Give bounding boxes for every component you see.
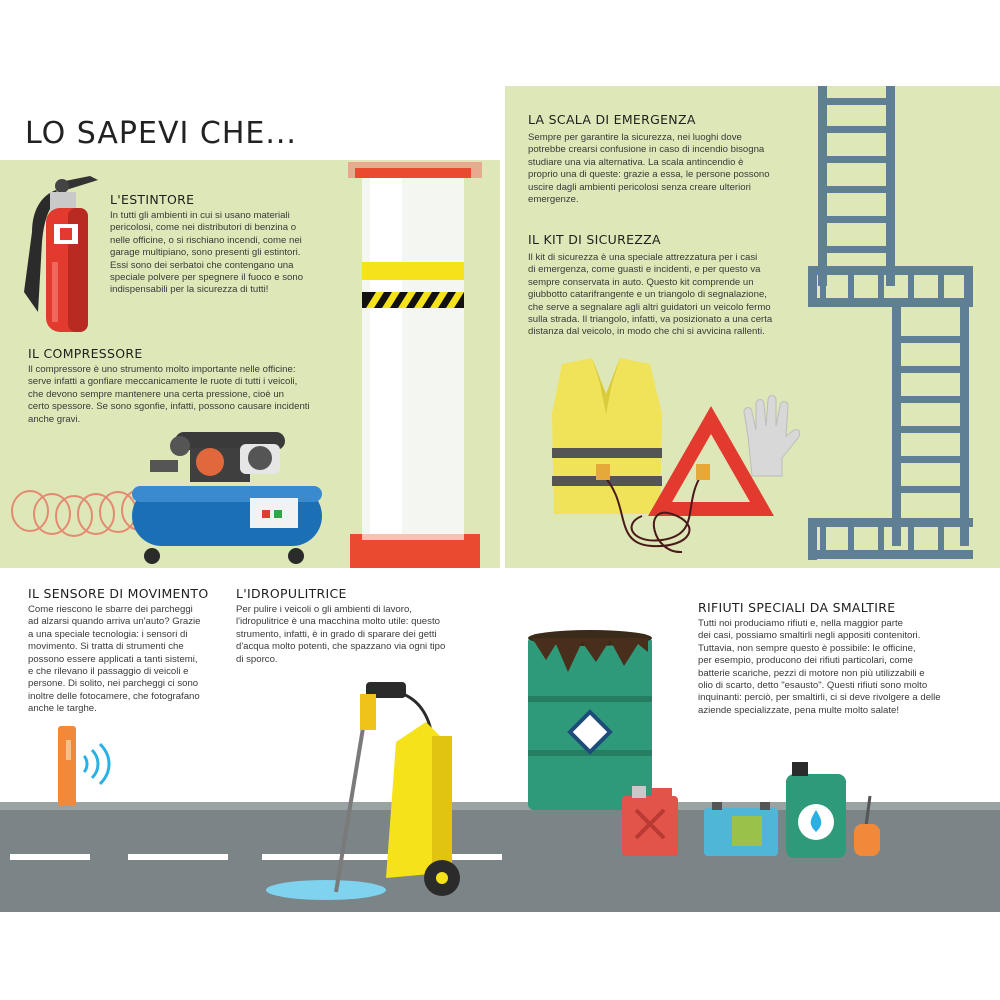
- section-title-sensore: IL SENSORE DI MOVIMENTO: [28, 586, 209, 601]
- section-text-kit: Il kit di sicurezza è una speciale attrezzatura per i casi di emergenza, come guasti e incidenti, e per questo va sempre conservata in auto. Questo kit comprende un giubbotto catarifrangente e un triangolo di segnalazione, che serve a segnalare agli altri guidatori un veicolo fermo sulla strada. Il triangolo, infatti, va posizionato a una certa distanza dal veicolo, in modo che chi si avvicina rallenti.: [528, 252, 773, 338]
- section-text-scala: Sempre per garantire la sicurezza, nei luoghi dove potrebbe crearsi confusione in caso di incendio bisogna studiare una via alternativa. La scala antincendio è proprio una di queste: grazie a essa, le persone possono uscire dagli ambienti pericolosi senza creare ulteriori emergenze.: [528, 132, 770, 206]
- waste-barrel-illustration: [526, 632, 656, 812]
- section-title-estintore: L'ESTINTORE: [110, 192, 195, 207]
- section-text-estintore: In tutti gli ambienti in cui si usano materiali pericolosi, come nei distributori di benzina o nelle officine, o si rischiano incendi, come nei garage multipiano, sono presenti gli estintori. Essi sono dei serbatoi che contengano una speciale polvere per spegnere il fuoco e sono indispensabili per la sicurezza di tutti!: [110, 210, 304, 296]
- section-title-compressore: IL COMPRESSORE: [28, 346, 143, 361]
- battery-icon: [704, 802, 778, 856]
- page-title: LO SAPEVI CHE...: [25, 116, 297, 151]
- motion-sensor-icon: [58, 726, 138, 806]
- oil-can-icon: [850, 796, 884, 856]
- gloves-icon: [738, 396, 802, 480]
- compressor-illustration: [0, 426, 330, 576]
- section-title-kit: IL KIT DI SICUREZZA: [528, 232, 661, 247]
- jerrycan-icon: [622, 786, 678, 856]
- section-text-rifiuti: Tutti noi produciamo rifiuti e, nella maggior parte dei casi, possiamo smaltirli negli appositi contenitori. Tuttavia, non sempre questo è possibile: le officine, per esempio, producono dei rifiuti particolari, come batterie scariche, pezzi di motore non più utilizzabili e olio di scarto, detto "esausto". Questi rifiuti sono molto inquinanti: perciò, per smaltirli, ci si deve rivolgere a delle aziende specializzate, pena multe molto salate!: [698, 618, 941, 716]
- pressure-washer-illustration: [256, 682, 476, 902]
- section-title-scala: LA SCALA DI EMERGENZA: [528, 112, 696, 127]
- section-text-idropulitrice: Per pulire i veicoli o gli ambienti di lavoro, l'idropulitrice è una macchina molto utile: questo strumento, infatti, è in grado di sparare dei getti d'acqua molto potenti, che spazzano via ogni tipo di sporco.: [236, 604, 446, 665]
- section-title-rifiuti: RIFIUTI SPECIALI DA SMALTIRE: [698, 600, 896, 615]
- spread-page: [0, 86, 1000, 912]
- section-title-idropulitrice: L'IDROPULITRICE: [236, 586, 347, 601]
- jumper-cables-icon: [592, 464, 722, 564]
- fire-extinguisher-icon: [20, 172, 110, 332]
- pillar-illustration: [340, 162, 490, 568]
- emergency-ladder-illustration: [808, 86, 978, 566]
- oil-canister-icon: [786, 762, 846, 858]
- section-text-compressore: Il compressore è uno strumento molto importante nelle officine: serve infatti a gonfiare meccanicamente le ruote di tutti i veicoli, che devono sempre mantenere una certa pressione, cioè un certo spessore. Se sono sgonfie, infatti, possono causare incidenti anche gravi.: [28, 364, 310, 425]
- section-text-sensore: Come riescono le sbarre dei parcheggi ad alzarsi quando arriva un'auto? Grazie a una speciale tecnologia: i sensori di movimento. Si tratta di strumenti che possono essere applicati a tanti sistemi, e che rilevano il passaggio di veicoli e persone. Di solito, nei parcheggi ci sono inoltre delle fotocamere, che fotografano anche le targhe.: [28, 604, 201, 715]
